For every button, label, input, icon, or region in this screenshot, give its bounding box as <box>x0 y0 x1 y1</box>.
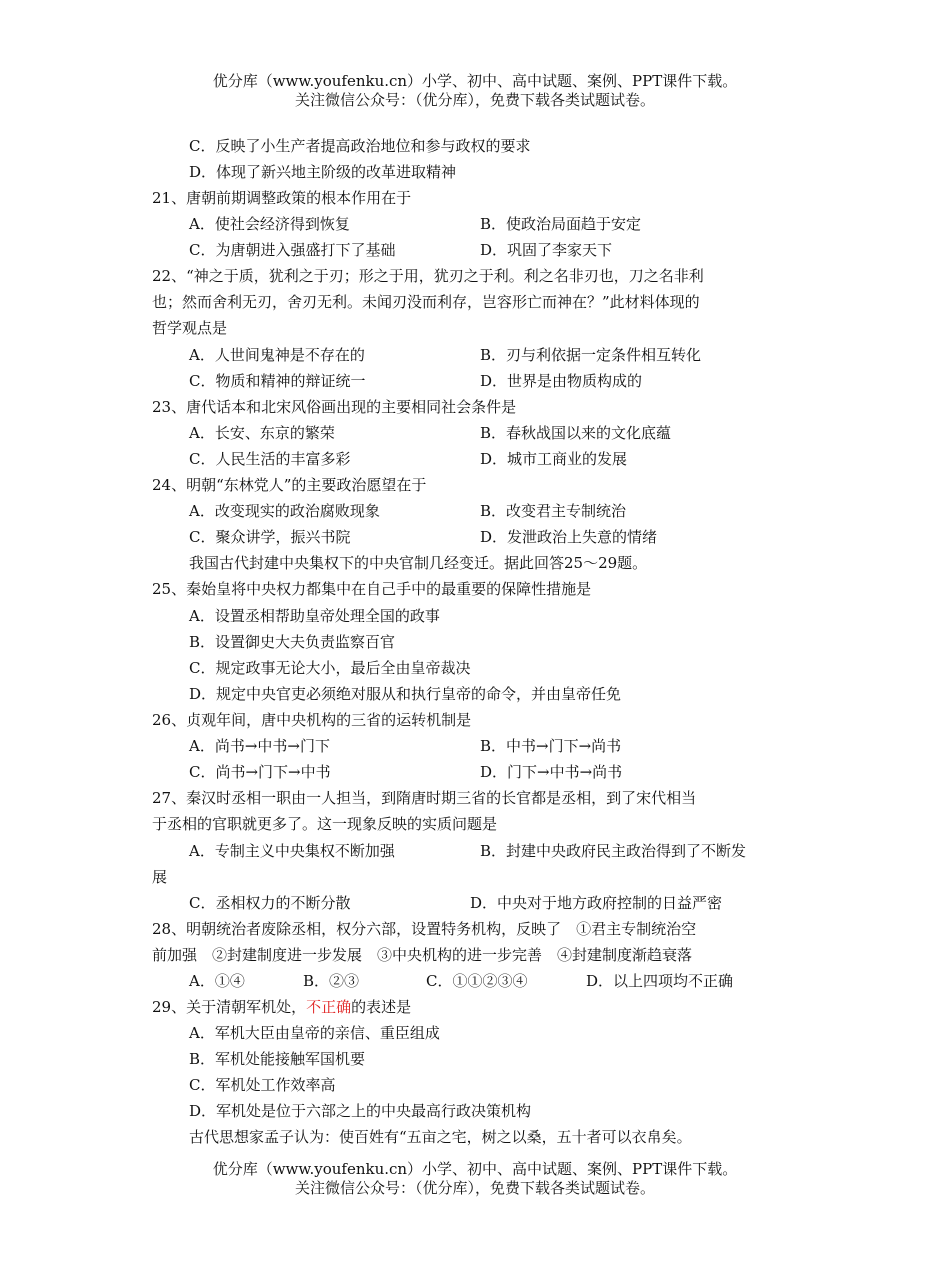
q27-option-a: A．专制主义中央集权不断加强 <box>189 842 395 860</box>
q29-stem <box>152 998 411 1016</box>
q24-option-d: D．发泄政治上失意的情绪 <box>480 528 658 546</box>
q29-option-d: D．军机处是位于六部之上的中央最高行政决策机构 <box>189 1102 532 1120</box>
q29-stem-prefix: 29、关于清朝军机处， <box>152 998 307 1016</box>
q21-option-a: A．使社会经济得到恢复 <box>189 215 350 233</box>
q23-option-d: D．城市工商业的发展 <box>480 450 628 468</box>
q21-option-d: D．巩固了李家天下 <box>480 241 613 259</box>
q28-option-b: B．②③ <box>303 972 360 990</box>
page-footer <box>0 1160 950 1198</box>
q28-option-d: D．以上四项均不正确 <box>586 972 734 990</box>
q22-option-a: A．人世间鬼神是不存在的 <box>189 346 365 364</box>
q27-stem-1: 27、秦汉时丞相一职由一人担当，到隋唐时期三省的长官都是丞相，到了宋代相当 <box>152 789 697 807</box>
q26-option-a: A．尚书→中书→门下 <box>189 737 330 755</box>
q29-option-c: C．军机处工作效率高 <box>189 1076 336 1094</box>
q20-option-c: C．反映了小生产者提高政治地位和参与政权的要求 <box>189 137 531 155</box>
q29-option-a: A．军机大臣由皇帝的亲信、重臣组成 <box>189 1024 440 1042</box>
q22-stem-1: 22、“神之于质，犹利之于刃；形之于用，犹刃之于利。利之名非刃也，刀之名非利 <box>152 267 704 285</box>
q20-option-d: D．体现了新兴地主阶级的改革进取精神 <box>189 163 457 181</box>
q29-option-b: B．军机处能接触军国机要 <box>189 1050 366 1068</box>
footer-line-1: 优分库（www.youfenku.cn）小学、初中、高中试题、案例、PPT课件下载。 <box>212 1160 738 1178</box>
q25-stem: 25、秦始皇将中央权力都集中在自己手中的最重要的保障性措施是 <box>152 580 592 598</box>
q23-stem: 23、唐代话本和北宋风俗画出现的主要相同社会条件是 <box>152 398 517 416</box>
q27-option-b: B．封建中央政府民主政治得到了不断发 <box>480 842 747 860</box>
q25-option-d: D．规定中央官吏必须绝对服从和执行皇帝的命令，并由皇帝任免 <box>189 685 622 703</box>
q22-option-d: D．世界是由物质构成的 <box>480 372 643 390</box>
q28-stem-2: 前加强 ②封建制度进一步发展 ③中央机构的进一步完善 ④封建制度渐趋衰落 <box>152 946 693 964</box>
q22-stem-2: 也；然而舍利无刃，舍刃无利。未闻刃没而利存，岂容形亡而神在？”此材料体现的 <box>152 293 700 311</box>
header-line-2: 关注微信公众号：（优分库），免费下载各类试题试卷。 <box>294 91 655 109</box>
q27-option-d: D．中央对于地方政府控制的日益严密 <box>470 894 723 912</box>
q24-option-c: C．聚众讲学，振兴书院 <box>189 528 351 546</box>
q26-option-c: C．尚书→门下→中书 <box>189 763 331 781</box>
q28-option-a: A．①④ <box>189 972 245 990</box>
q24-option-a: A．改变现实的政治腐败现象 <box>189 502 380 520</box>
q25-option-c: C．规定政事无论大小，最后全由皇帝裁决 <box>189 659 471 677</box>
q22-stem-3: 哲学观点是 <box>152 319 228 337</box>
q25-option-a: A．设置丞相帮助皇帝处理全国的政事 <box>189 607 440 625</box>
footer-line-2: 关注微信公众号：（优分库），免费下载各类试题试卷。 <box>294 1179 655 1197</box>
q26-option-d: D．门下→中书→尚书 <box>480 763 623 781</box>
q27-option-c: C．丞相权力的不断分散 <box>189 894 351 912</box>
q26-stem: 26、贞观年间，唐中央机构的三省的运转机制是 <box>152 711 472 729</box>
q22-option-b: B．刃与利依据一定条件相互转化 <box>480 346 702 364</box>
q29-stem-suffix: 的表述是 <box>351 998 412 1016</box>
q23-option-a: A．长安、东京的繁荣 <box>189 424 335 442</box>
q27-option-b-continued: 展 <box>152 868 168 886</box>
q24-option-b: B．改变君主专制统治 <box>480 502 627 520</box>
q23-option-c: C．人民生活的丰富多彩 <box>189 450 351 468</box>
q21-option-c: C．为唐朝进入强盛打下了基础 <box>189 241 396 259</box>
section-intro-next: 古代思想家孟子认为：使百姓有“五亩之宅，树之以桑，五十者可以衣帛矣。 <box>189 1128 692 1146</box>
q25-option-b: B．设置御史大夫负责监察百官 <box>189 633 396 651</box>
q21-stem: 21、唐朝前期调整政策的根本作用在于 <box>152 189 412 207</box>
q26-option-b: B．中书→门下→尚书 <box>480 737 622 755</box>
section-intro-25-29: 我国古代封建中央集权下的中央官制几经变迁。据此回答25～29题。 <box>189 554 648 572</box>
q29-stem-emphasis: 不正确 <box>306 998 352 1016</box>
q24-stem: 24、明朝“东林党人”的主要政治愿望在于 <box>152 476 427 494</box>
q28-option-c: C．①①②③④ <box>426 972 528 990</box>
page-header <box>0 72 950 110</box>
q22-option-c: C．物质和精神的辩证统一 <box>189 372 366 390</box>
q23-option-b: B．春秋战国以来的文化底蕴 <box>480 424 672 442</box>
header-line-1: 优分库（www.youfenku.cn）小学、初中、高中试题、案例、PPT课件下载。 <box>212 72 738 90</box>
q27-stem-2: 于丞相的官职就更多了。这一现象反映的实质问题是 <box>152 815 498 833</box>
q28-stem-1: 28、明朝统治者废除丞相，权分六部，设置特务机构，反映了 ①君主专制统治空 <box>152 920 697 938</box>
q21-option-b: B．使政治局面趋于安定 <box>480 215 642 233</box>
